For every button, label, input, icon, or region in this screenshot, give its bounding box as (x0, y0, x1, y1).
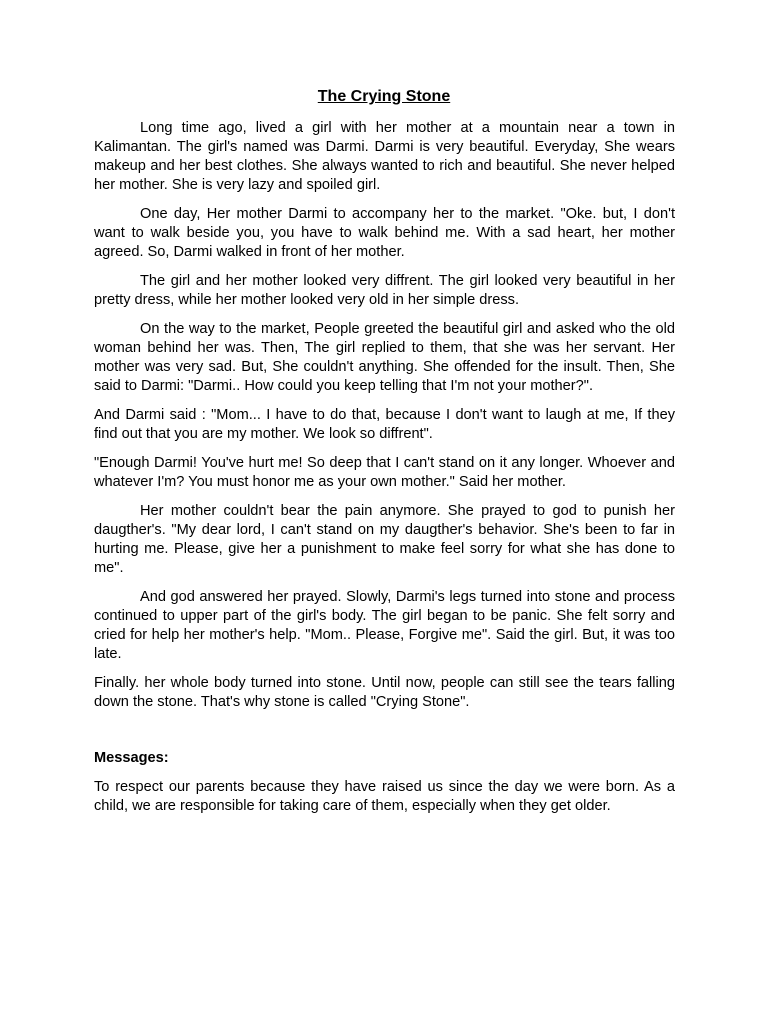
document-body (94, 119, 675, 826)
messages-text: To respect our parents because they have raised us since the day we were born. As a child, we are responsible for taking care of them, especially when they get older. (94, 779, 675, 814)
story-paragraph: On the way to the market, People greeted the beautiful girl and asked who the old woman behind her was. Then, The girl replied to them, that she was her servant. Her mother was very sad. But, She couldn't anything. She offended for the insult. Then, She said to Darmi: "Darmi.. How could you keep telling that I'm not your mother?". (94, 321, 675, 394)
story-paragraph: "Enough Darmi! You've hurt me! So deep that I can't stand on it any longer. Whoever and whatever I'm? You must honor me as your own mother." Said her mother. (94, 455, 675, 490)
story-paragraph: One day, Her mother Darmi to accompany her to the market. "Oke. but, I don't want to walk beside you, you have to walk behind me. With a sad heart, her mother agreed. So, Darmi walked in front of her mother. (94, 206, 675, 260)
story-paragraph: Her mother couldn't bear the pain anymore. She prayed to god to punish her daugther's. "My dear lord, I can't stand on my daugther's behavior. She's been to far in hurting me. Please, give her a punishment to make feel sorry for what she has done to me". (94, 503, 675, 576)
story-paragraph: Finally. her whole body turned into stone. Until now, people can still see the tears falling down the stone. That's why stone is called "Crying Stone". (94, 675, 675, 710)
story-paragraph: The girl and her mother looked very diffrent. The girl looked very beautiful in her pretty dress, while her mother looked very old in her simple dress. (94, 273, 675, 308)
document-title: The Crying Stone (317, 88, 451, 105)
story-paragraph: And Darmi said : "Mom... I have to do that, because I don't want to laugh at me, If they find out that you are my mother. We look so diffrent". (94, 407, 675, 442)
messages-heading: Messages: (94, 750, 169, 766)
story-paragraph: Long time ago, lived a girl with her mother at a mountain near a town in Kalimantan. The girl's named was Darmi. Darmi is very beautiful. Everyday, She wears makeup and her best clothes. She always wanted to rich and beautiful. She never helped her mother. She is very lazy and spoiled girl. (94, 120, 675, 193)
story-paragraph: And god answered her prayed. Slowly, Darmi's legs turned into stone and process continued to upper part of the girl's body. The girl began to be panic. She felt sorry and cried for help her mother's help. "Mom.. Please, Forgive me". Said the girl. But, it was too late. (94, 589, 675, 662)
